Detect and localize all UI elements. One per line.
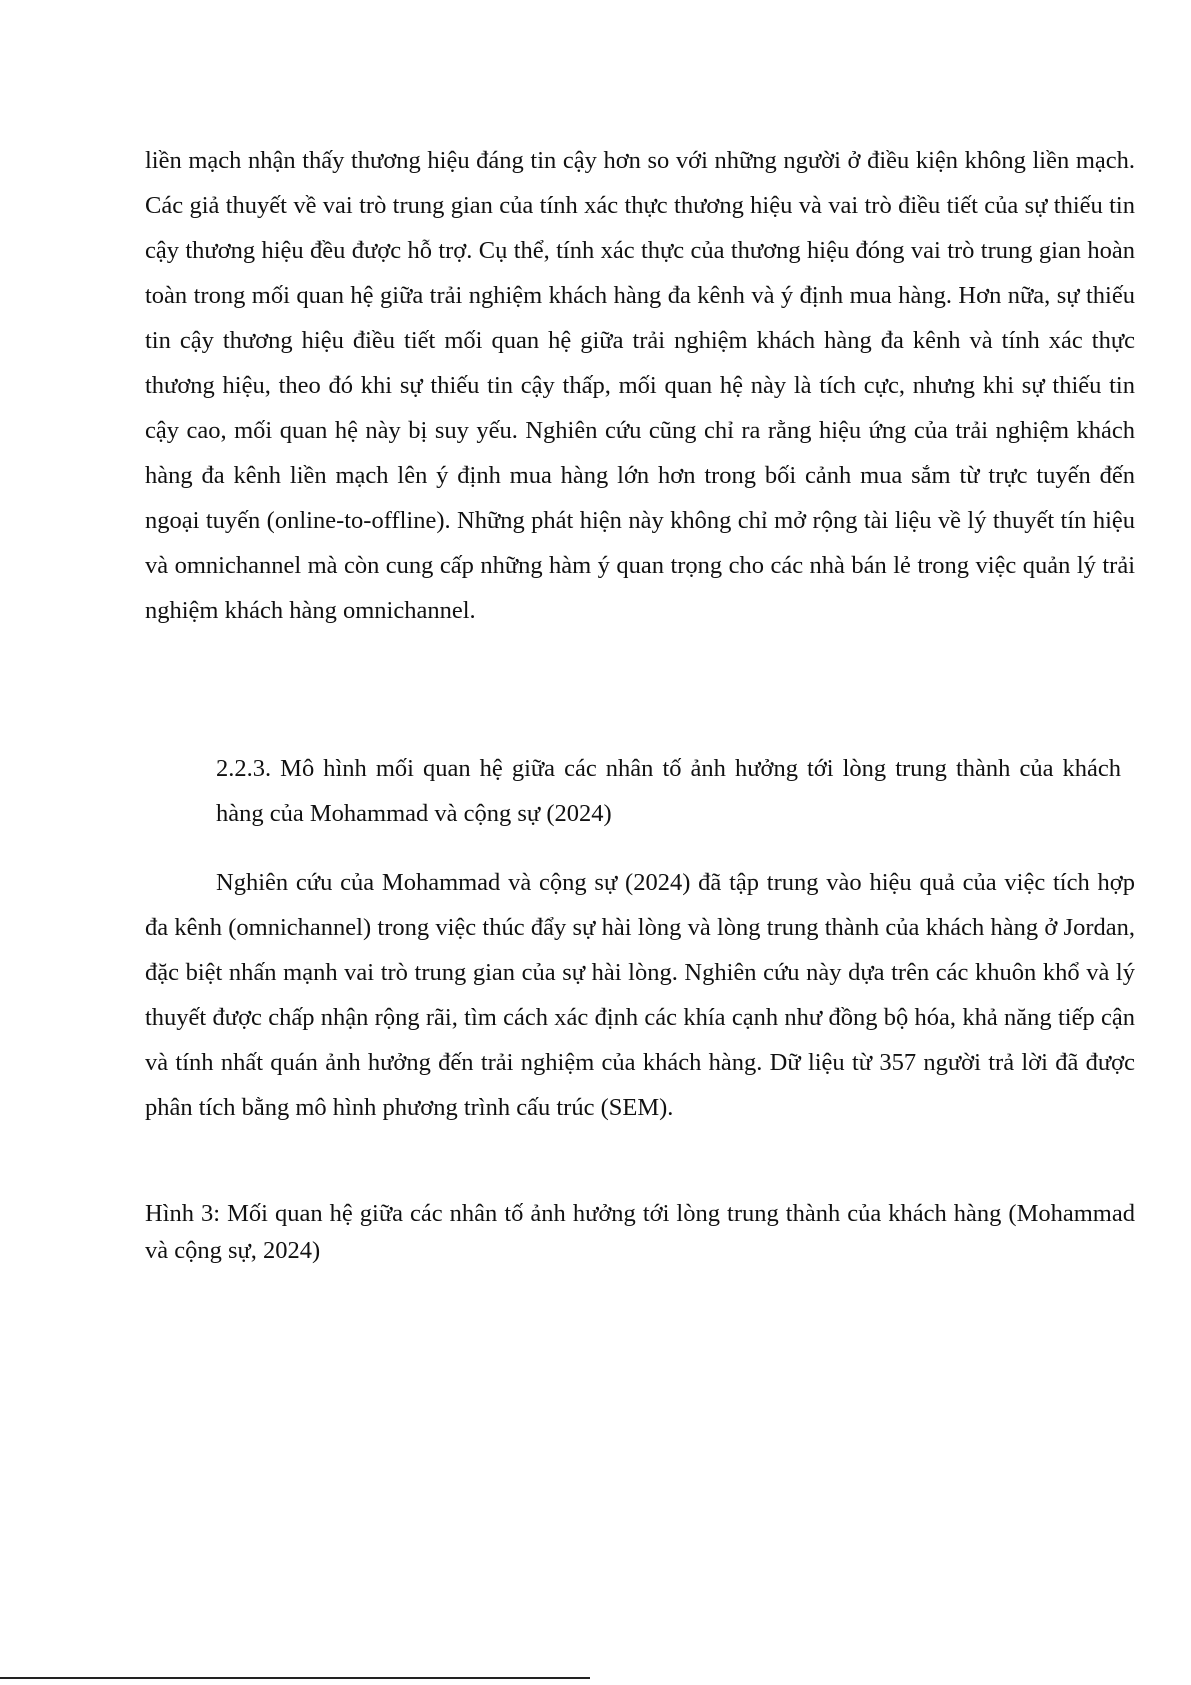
body-paragraph-1: liền mạch nhận thấy thương hiệu đáng tin cậy hơn so với những người ở điều kiện không liền mạch. Các giả thuyết về vai trò trung gian của tính xác thực thương hiệu và vai trò điều tiết của sự thiếu tin cậy thương hiệu đều được hỗ trợ. Cụ thể, tính xác thực của thương hiệu đóng vai trò trung gian hoàn toàn trong mối quan hệ giữa trải nghiệm khách hàng đa kênh và ý định mua hàng. Hơn nữa, sự thiếu tin cậy thương hiệu điều tiết mối quan hệ giữa trải nghiệm khách hàng đa kênh và tính xác thực thương hiệu, theo đó khi sự thiếu tin cậy thấp, mối quan hệ này là tích cực, nhưng khi sự thiếu tin cậy cao, mối quan hệ này bị suy yếu. Nghiên cứu cũng chỉ ra rằng hiệu ứng của trải nghiệm khách hàng đa kênh liền mạch lên ý định mua hàng lớn hơn trong bối cảnh mua sắm từ trực tuyến đến ngoại tuyến (online-to-offline). Những phát hiện này không chỉ mở rộng tài liệu về lý thuyết tín hiệu và omnichannel mà còn cung cấp những hàm ý quan trọng cho các nhà bán lẻ trong việc quản lý trải nghiệm khách hàng omnichannel. xyxy=(145,147,1135,624)
footer-rule xyxy=(0,1677,590,1679)
figure-caption: Hình 3: Mối quan hệ giữa các nhân tố ảnh hưởng tới lòng trung thành của khách hàng (Mohammad và cộng sự, 2024) xyxy=(145,1200,1135,1264)
section-heading: 2.2.3. Mô hình mối quan hệ giữa các nhân tố ảnh hưởng tới lòng trung thành của khách hàng của Mohammad và cộng sự (2024) xyxy=(216,755,1121,827)
body-paragraph-2: Nghiên cứu của Mohammad và cộng sự (2024) đã tập trung vào hiệu quả của việc tích hợp đa kênh (omnichannel) trong việc thúc đẩy sự hài lòng và lòng trung thành của khách hàng ở Jordan, đặc biệt nhấn mạnh vai trò trung gian của sự hài lòng. Nghiên cứu này dựa trên các khuôn khổ và lý thuyết được chấp nhận rộng rãi, tìm cách xác định các khía cạnh như đồng bộ hóa, khả năng tiếp cận và tính nhất quán ảnh hưởng đến trải nghiệm của khách hàng. Dữ liệu từ 357 người trả lời đã được phân tích bằng mô hình phương trình cấu trúc (SEM). xyxy=(145,869,1135,1121)
